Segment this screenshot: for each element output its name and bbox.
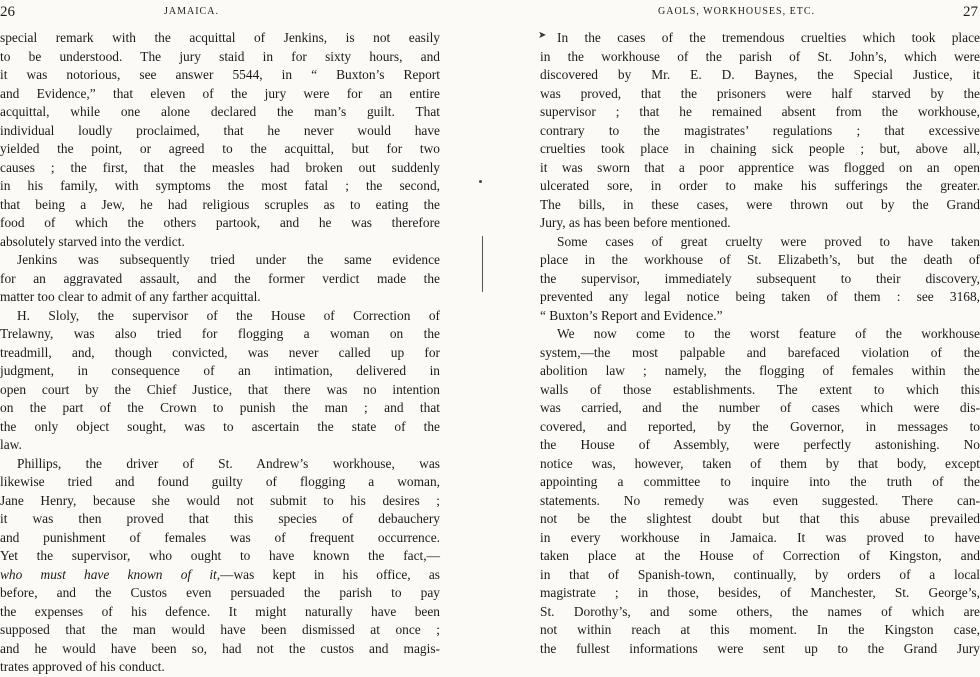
- page-number: 27: [963, 4, 978, 20]
- text-line: the only object sought, was to ascertain the state of the: [0, 418, 440, 434]
- text-line: “ Buxton’s Report and Evidence.”: [540, 307, 723, 323]
- text-line: Trelawny, was also tried for flogging a woman on the: [0, 326, 440, 341]
- text-line: contrary to the magistrates’ regulations ; that excessive: [540, 122, 980, 138]
- text-line: covered, and reported, by the Governor, in messages to: [540, 418, 980, 434]
- text-line: The bills, in these cases, were thrown out by the Grand: [540, 196, 980, 212]
- text-line: matter too clear to admit of any farther acquittal.: [0, 289, 261, 304]
- text-line: who must have known of it,—was kept in his office, as: [0, 566, 440, 582]
- text-line: special remark with the acquittal of Jenkins, is not easily: [0, 30, 440, 45]
- text-line: causes ; the first, that the measles had broken out suddenly: [0, 159, 440, 175]
- text-line: notice was, however, taken of them by that body, except: [540, 455, 980, 471]
- text-line: acquittal, while one alone declared the man’s guilt. That: [0, 104, 440, 119]
- text-line: St. Dorothy’s, and some others, the names of which are: [540, 603, 980, 619]
- text-line: In the cases of the tremendous cruelties which took place: [557, 30, 980, 45]
- text-line: the supervisor, immediately subsequent to their discovery,: [540, 270, 980, 286]
- text-line: We now come to the worst feature of the workhouse: [557, 326, 980, 341]
- text-line: that being a Jew, he had religious scruples as to eating the: [0, 196, 440, 212]
- gutter-line: [482, 236, 483, 292]
- text-line: place in the workhouse of St. Elizabeth’s, but the death of: [540, 252, 980, 267]
- text-line: discovered by Mr. E. D. Baynes, the Special Justice, it: [540, 67, 980, 82]
- text-line: ulcerated sore, in order to make his sufferings the greater.: [540, 178, 980, 193]
- text-line: Jenkins was subsequently tried under the same evidence: [17, 252, 440, 267]
- text-line: and Evidence,” that eleven of the jury were for an entire: [0, 85, 440, 101]
- right-page: [540, 0, 980, 665]
- text-line: judgment, in consequence of an intimation, delivered in: [0, 363, 440, 378]
- text-line: it was then proved that this species of debauchery: [0, 511, 440, 526]
- text-line: on the part of the Crown to punish the man ; and that: [0, 400, 440, 415]
- text-line: appointing a committee to inquire into the truth of the: [540, 474, 980, 489]
- text-line: Phillips, the driver of St. Andrew’s workhouse, was: [17, 455, 440, 471]
- text-line: magistrate ; in those, besides, of Manchester, St. George’s,: [540, 585, 980, 600]
- text-line: in the workhouse of the parish of St. John’s, which were: [540, 48, 980, 64]
- text-line: abolition law ; namely, the flogging of females within the: [540, 363, 980, 378]
- text-line: cruelties took place in chaining sick people ; but, above all,: [540, 141, 980, 156]
- text-line: before, and the Custos even persuaded the parish to pay: [0, 585, 440, 600]
- text-line: system,—the most palpable and barefaced violation of the: [540, 344, 980, 360]
- text-line: Some cases of great cruelty were proved to have taken: [557, 233, 980, 249]
- page-number: 26: [0, 4, 15, 20]
- text-line: the House of Assembly, were perfectly astonishing. No: [540, 437, 980, 452]
- text-line: Jane Henry, because she would not submit to his desires ;: [0, 492, 440, 508]
- text-line: the expenses of his defence. It might naturally have been: [0, 603, 440, 619]
- text-line: to be understood. The jury staid in for sixty hours, and: [0, 48, 440, 64]
- text-line: in his family, with symptoms the most fatal ; the second,: [0, 178, 440, 193]
- text-line: it was notorious, see answer 5544, in “ Buxton’s Report: [0, 67, 440, 82]
- text-line: likewise tried and found guilty of flogging a woman,: [0, 474, 440, 489]
- text-line: and punishment of females was of frequent occurrence.: [0, 529, 440, 545]
- text-line: supervisor ; that he remained absent from the workhouse,: [540, 104, 980, 119]
- text-line: statements. No remedy was even suggested. There can-: [540, 492, 980, 508]
- text-line: Jury, as has been before mentioned.: [540, 215, 731, 230]
- text-line: treadmill, and, though convicted, was never called up for: [0, 344, 440, 360]
- text-line: not within reach at this moment. In the Kingston case,: [540, 622, 980, 637]
- margin-mark: ➤: [538, 30, 547, 41]
- text-line: for an aggravated assault, and the former verdict made the: [0, 270, 440, 286]
- text-line: the fullest informations were sent up to the Grand Jury: [540, 640, 980, 656]
- text-line: absolutely starved into the verdict.: [0, 233, 185, 249]
- text-line: taken place at the House of Correction of Kingston, and: [540, 548, 980, 563]
- text-line: H. Sloly, the supervisor of the House of Correction of: [17, 307, 440, 323]
- text-line: yielded the point, or agreed to the acquittal, but for two: [0, 141, 440, 156]
- text-line: in that of Spanish-town, continually, by orders of a local: [540, 566, 980, 582]
- text-line: open court by the Chief Justice, that there was no intention: [0, 381, 440, 397]
- text-line: was carried, and the number of cases which were dis-: [540, 400, 980, 415]
- running-head: GAOLS, WORKHOUSES, ETC.: [658, 6, 815, 17]
- text-line: food of which the others partook, and he was therefore: [0, 215, 440, 230]
- text-line: and he would have been so, had not the custos and magis-: [0, 640, 440, 656]
- text-line: Yet the supervisor, who ought to have known the fact,—: [0, 548, 440, 563]
- text-line: supposed that the man would have been dismissed at once ;: [0, 622, 440, 637]
- text-line: trates approved of his conduct.: [0, 659, 165, 674]
- text-line: in every workhouse in Jamaica. It was proved to have: [540, 529, 980, 545]
- text-line: not be the slightest doubt but that this abuse prevailed: [540, 511, 980, 526]
- text-line: walls of those establishments. The extent to which this: [540, 381, 980, 397]
- running-head: JAMAICA.: [164, 6, 219, 17]
- text-line: law.: [0, 437, 22, 452]
- text-line: was proved, that the prisoners were half starved by the: [540, 85, 980, 101]
- body-text: [540, 29, 980, 658]
- left-page: [0, 0, 440, 674]
- text-line: it was sworn that a poor apprentice was flogged on an open: [540, 159, 980, 175]
- body-text: [0, 29, 440, 677]
- speck: [479, 180, 482, 183]
- text-line: prevented any legal notice being taken of them : see 3168,: [540, 289, 980, 304]
- text-line: individual loudly proclaimed, that he never would have: [0, 122, 440, 138]
